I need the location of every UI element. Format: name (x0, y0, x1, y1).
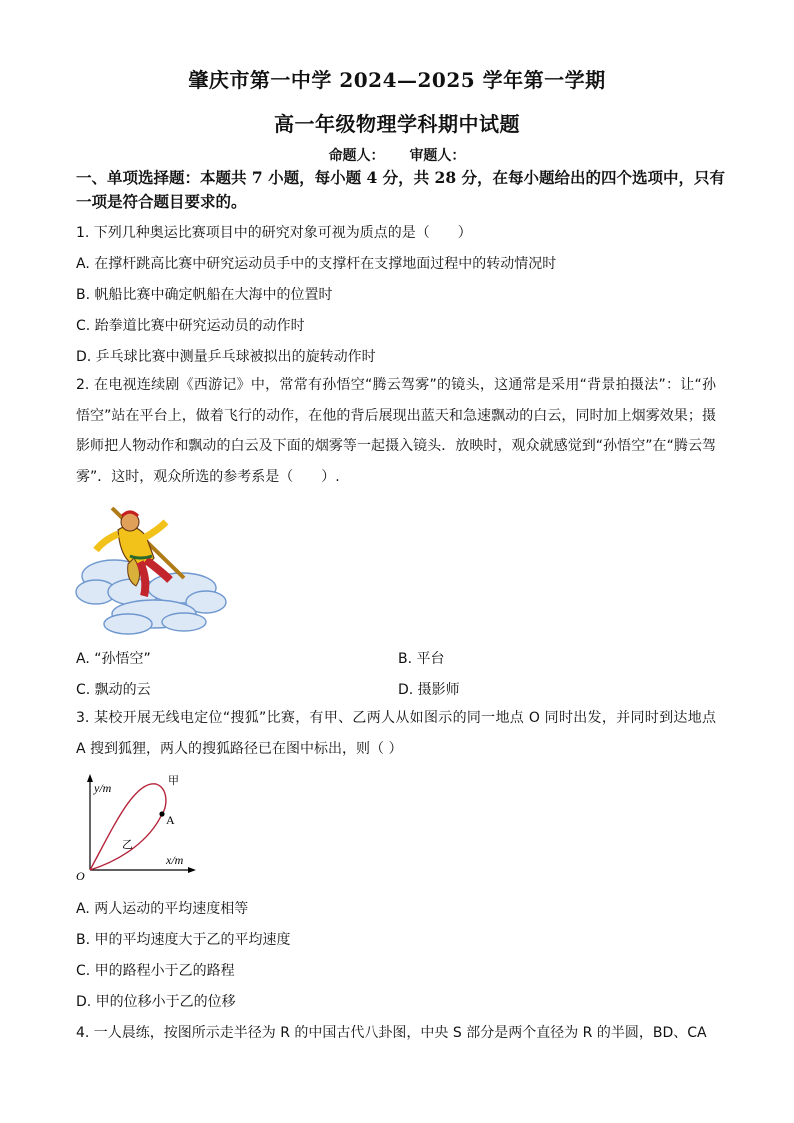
question-3-option-a: A. 两人运动的平均速度相等 (76, 901, 249, 917)
question-3-option-d: D. 甲的位移小于乙的位移 (76, 994, 236, 1010)
path-jia-label: 甲 (168, 774, 179, 787)
point-a-label: A (166, 813, 175, 827)
exam-title-subject: 高一年级物理学科期中试题 (274, 112, 520, 136)
question-1-option-a: A. 在撑杆跳高比赛中研究运动员手中的支撑杆在支撑地面过程中的转动情况时 (76, 256, 557, 272)
reviewer-label: 审题人： (409, 148, 466, 164)
origin-label: O (76, 869, 85, 882)
question-1-option-b: B. 帆船比赛中确定帆船在大海中的位置时 (76, 287, 333, 303)
question-3-option-b: B. 甲的平均速度大于乙的平均速度 (76, 932, 291, 948)
y-axis-arrow (87, 774, 93, 782)
question-3-option-c: C. 甲的路程小于乙的路程 (76, 963, 235, 979)
question-4-stem: 4. 一人晨练，按图所示走半径为 R 的中国古代八卦图，中央 S 部分是两个直径为 R 的半圆，BD、CA (76, 1025, 707, 1041)
authors-line (0, 145, 794, 165)
question-1-stem: 1. 下列几种奥运比赛项目中的研究对象可视为质点的是（ ） (76, 225, 472, 241)
author-label: 命题人： (328, 148, 385, 164)
question-1-option-c: C. 跆拳道比赛中研究运动员的动作时 (76, 318, 305, 334)
question-2-stem: 2. 在电视连续剧《西游记》中，常常有孙悟空“腾云驾雾”的镜头，这通常是采用“背景拍摄法”：让“孙悟空”站在平台上，做着飞行的动作，在他的背后展现出蓝天和急速飘动的白云，同时加上烟雾效果；摄影师把人物动作和飘动的白云及下面的烟雾等一起摄入镜头．放映时，观众就感觉到“孙悟空”在“腾云驾雾”．这时，观众所选的参考系是（ ）. (76, 377, 716, 485)
question-2-option-b: B. 平台 (398, 651, 445, 667)
question-2-option-c: C. 飘动的云 (76, 682, 151, 698)
x-axis-label: x/m (166, 853, 184, 867)
section-heading: 一、单项选择题：本题共 7 小题，每小题 4 分，共 28 分，在每小题给出的四个选项中，只有一项是符合题目要求的。 (76, 168, 726, 211)
point-a-marker (159, 811, 164, 816)
path-diagram (72, 770, 202, 882)
cloud-illustration (76, 560, 226, 634)
monkey-king-cloud-image (74, 500, 230, 640)
y-axis-label: y/m (94, 781, 112, 795)
question-2-option-a: A. “孙悟空” (76, 651, 151, 667)
question-1-option-d: D. 乒乓球比赛中测量乒乓球被拟出的旋转动作时 (76, 349, 376, 365)
exam-title-school: 肇庆市第一中学 2024—2025 学年第一学期 (188, 68, 606, 92)
question-2-option-d: D. 摄影师 (398, 682, 460, 698)
path-yi-label: 乙 (122, 838, 133, 851)
question-3-stem: 3. 某校开展无线电定位“搜狐”比赛，有甲、乙两人从如图示的同一地点 O 同时出发，并同时到达地点 A 搜到狐狸，两人的搜狐路径已在图中标出，则（ ） (76, 710, 716, 757)
x-axis-arrow (188, 867, 196, 873)
